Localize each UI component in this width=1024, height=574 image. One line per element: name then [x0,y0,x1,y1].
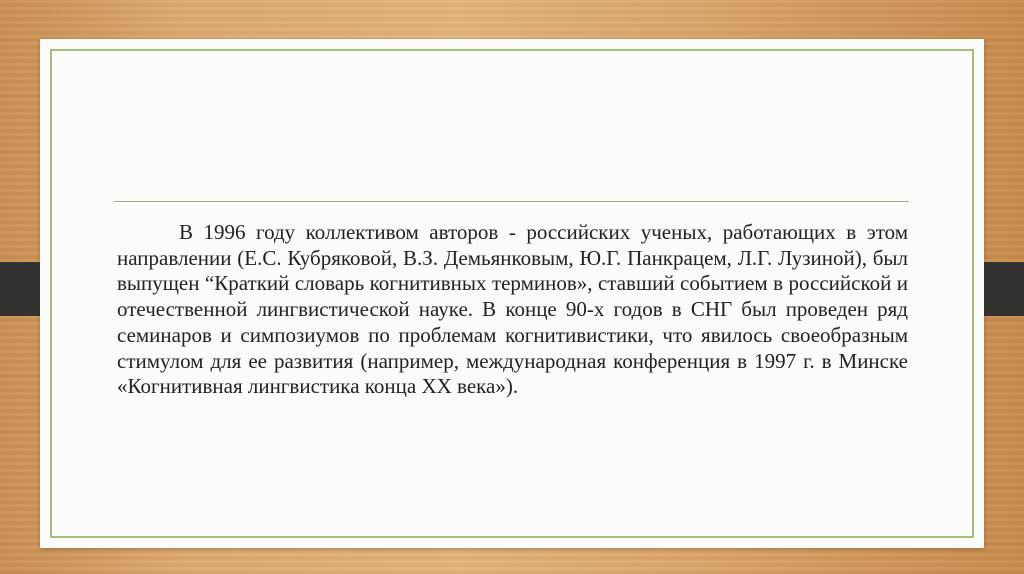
title-divider-line [114,201,909,202]
body-paragraph: В 1996 году коллективом авторов - российских ученых, работающих в этом направлении (Е.С. Кубряковой, В.З. Демьянковым, Ю.Г. Панкрацем, Л.Г. Лузиной), был выпущен “Краткий словарь когнитивных терминов», ставший событием в российской и отечественной лингвистической науке. В конце 90-х годов в СНГ был проведен ряд семинаров и симпозиумов по проблемам когнитивистики, что явилось своеобразным стимулом для ее развития (например, международная конференция в 1997 г. в Минске «Когнитивная лингвистика конца XX века»). [117,220,908,399]
